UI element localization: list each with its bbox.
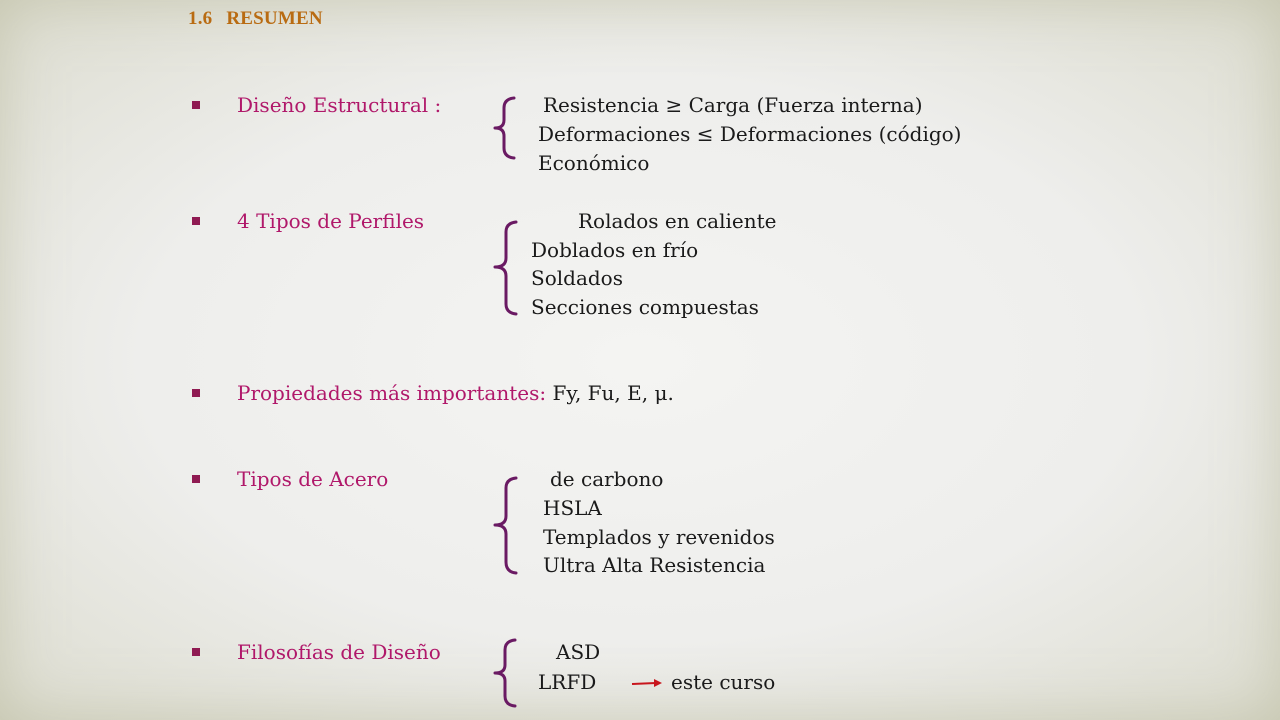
section-label-tipos-de-perfiles: 4 Tipos de Perfiles xyxy=(237,209,425,233)
list-item: ASD xyxy=(556,640,601,664)
list-item: Resistencia ≥ Carga (Fuerza interna) xyxy=(543,93,923,117)
title-number: 1.6 xyxy=(188,8,213,29)
section-label-propiedades xyxy=(237,381,674,405)
list-item: Soldados xyxy=(531,266,623,290)
square-bullet-icon xyxy=(192,101,200,109)
left-curly-brace-icon xyxy=(490,638,520,708)
propiedades-label-text: Propiedades más importantes: xyxy=(237,381,547,405)
section-label-diseno-estructural: Diseño Estructural : xyxy=(237,93,442,117)
list-item: Templados y revenidos xyxy=(543,525,775,549)
list-item: LRFD xyxy=(538,670,597,694)
list-item: Ultra Alta Resistencia xyxy=(543,553,766,577)
list-item: Deformaciones ≤ Deformaciones (código) xyxy=(538,122,962,146)
left-curly-brace-icon xyxy=(490,220,520,316)
left-curly-brace-icon xyxy=(490,476,520,576)
note-este-curso: este curso xyxy=(671,670,776,694)
right-arrow-icon xyxy=(630,676,664,690)
left-curly-brace-icon xyxy=(490,96,520,160)
square-bullet-icon xyxy=(192,475,200,483)
square-bullet-icon xyxy=(192,648,200,656)
square-bullet-icon xyxy=(192,217,200,225)
list-item: Rolados en caliente xyxy=(578,209,777,233)
section-label-tipos-de-acero: Tipos de Acero xyxy=(237,467,389,491)
section-label-filosofias-de-diseno: Filosofías de Diseño xyxy=(237,640,441,664)
propiedades-value: Fy, Fu, E, μ. xyxy=(552,381,674,405)
title-text: RESUMEN xyxy=(226,8,323,29)
list-item: de carbono xyxy=(550,467,664,491)
slide-title xyxy=(188,8,323,30)
list-item: Económico xyxy=(538,151,650,175)
list-item: Secciones compuestas xyxy=(531,295,759,319)
list-item: Doblados en frío xyxy=(531,238,699,262)
square-bullet-icon xyxy=(192,389,200,397)
list-item: HSLA xyxy=(543,496,602,520)
